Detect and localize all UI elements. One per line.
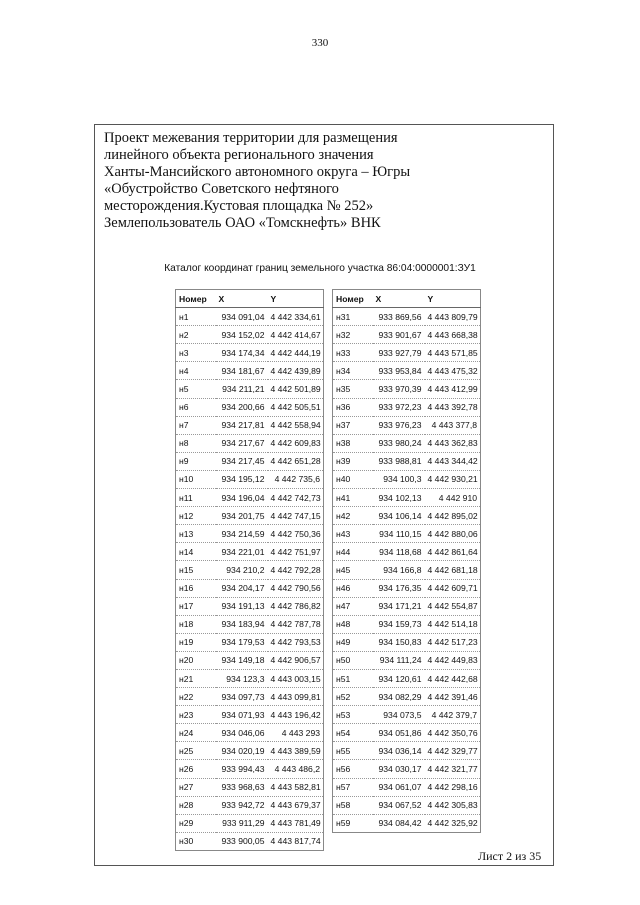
- y-coordinate-cell: 4 442 379,7: [425, 706, 481, 724]
- point-number-cell: н39: [333, 452, 373, 470]
- x-coordinate-cell: 933 911,29: [216, 814, 268, 832]
- y-coordinate-cell: 4 442 735,6: [268, 470, 324, 488]
- table-row: [333, 489, 481, 507]
- x-coordinate-cell: 934 217,67: [216, 434, 268, 452]
- x-coordinate-cell: 933 988,81: [373, 452, 425, 470]
- point-number-cell: н18: [176, 615, 216, 633]
- y-coordinate-cell: 4 442 414,67: [268, 326, 324, 344]
- point-number-cell: н30: [176, 832, 216, 850]
- table-row: [176, 543, 324, 561]
- x-coordinate-cell: 934 210,2: [216, 561, 268, 579]
- y-coordinate-cell: 4 442 558,94: [268, 416, 324, 434]
- column-header-x: X: [216, 290, 268, 308]
- y-coordinate-cell: 4 443 003,15: [268, 669, 324, 687]
- table-row: [176, 778, 324, 796]
- table-row: [176, 362, 324, 380]
- point-number-cell: н44: [333, 543, 373, 561]
- x-coordinate-cell: 934 071,93: [216, 706, 268, 724]
- table-row: [333, 398, 481, 416]
- table-row: [176, 416, 324, 434]
- y-coordinate-cell: 4 442 449,83: [425, 651, 481, 669]
- point-number-cell: н41: [333, 489, 373, 507]
- point-number-cell: н2: [176, 326, 216, 344]
- x-coordinate-cell: 934 152,02: [216, 326, 268, 344]
- point-number-cell: н3: [176, 344, 216, 362]
- point-number-cell: н27: [176, 778, 216, 796]
- table-row: [176, 489, 324, 507]
- y-coordinate-cell: 4 442 906,57: [268, 651, 324, 669]
- point-number-cell: н47: [333, 597, 373, 615]
- point-number-cell: н25: [176, 742, 216, 760]
- column-header-number: Номер: [176, 290, 216, 308]
- y-coordinate-cell: 4 442 334,61: [268, 308, 324, 326]
- y-coordinate-cell: 4 443 293: [268, 724, 324, 742]
- point-number-cell: н12: [176, 507, 216, 525]
- x-coordinate-cell: 933 869,56: [373, 308, 425, 326]
- x-coordinate-cell: 934 221,01: [216, 543, 268, 561]
- table-row: [333, 615, 481, 633]
- table-row: [176, 452, 324, 470]
- table-row: [333, 579, 481, 597]
- y-coordinate-cell: 4 442 742,73: [268, 489, 324, 507]
- x-coordinate-cell: 933 994,43: [216, 760, 268, 778]
- x-coordinate-cell: 934 091,04: [216, 308, 268, 326]
- point-number-cell: н10: [176, 470, 216, 488]
- y-coordinate-cell: 4 442 298,16: [425, 778, 481, 796]
- point-number-cell: н40: [333, 470, 373, 488]
- table-row: [176, 308, 324, 326]
- y-coordinate-cell: 4 442 439,89: [268, 362, 324, 380]
- point-number-cell: н46: [333, 579, 373, 597]
- table-row: [176, 344, 324, 362]
- table-row: [333, 778, 481, 796]
- point-number-cell: н51: [333, 669, 373, 687]
- y-coordinate-cell: 4 442 444,19: [268, 344, 324, 362]
- x-coordinate-cell: 934 204,17: [216, 579, 268, 597]
- table-row: [176, 525, 324, 543]
- point-number-cell: н8: [176, 434, 216, 452]
- point-number-cell: н32: [333, 326, 373, 344]
- x-coordinate-cell: 934 181,67: [216, 362, 268, 380]
- y-coordinate-cell: 4 442 329,77: [425, 742, 481, 760]
- y-coordinate-cell: 4 442 350,76: [425, 724, 481, 742]
- document-title: [104, 130, 524, 232]
- table-row: [176, 742, 324, 760]
- table-row: [176, 669, 324, 687]
- x-coordinate-cell: 934 061,07: [373, 778, 425, 796]
- y-coordinate-cell: 4 443 679,37: [268, 796, 324, 814]
- y-coordinate-cell: 4 443 486,2: [268, 760, 324, 778]
- table-row: [333, 814, 481, 832]
- point-number-cell: н28: [176, 796, 216, 814]
- table-row: [333, 362, 481, 380]
- x-coordinate-cell: 934 097,73: [216, 688, 268, 706]
- coordinates-table-right: [332, 289, 481, 833]
- table-row: [333, 651, 481, 669]
- point-number-cell: н34: [333, 362, 373, 380]
- x-coordinate-cell: 933 972,23: [373, 398, 425, 416]
- x-coordinate-cell: 934 118,68: [373, 543, 425, 561]
- x-coordinate-cell: 933 927,79: [373, 344, 425, 362]
- x-coordinate-cell: 934 106,14: [373, 507, 425, 525]
- point-number-cell: н21: [176, 669, 216, 687]
- point-number-cell: н6: [176, 398, 216, 416]
- table-row: [176, 796, 324, 814]
- table-row: [176, 706, 324, 724]
- y-coordinate-cell: 4 442 325,92: [425, 814, 481, 832]
- table-row: [176, 814, 324, 832]
- title-line: Ханты-Мансийского автономного округа – Югры: [104, 164, 411, 180]
- column-header-y: Y: [268, 290, 324, 308]
- point-number-cell: н29: [176, 814, 216, 832]
- table-header-row: [333, 290, 481, 308]
- x-coordinate-cell: 934 217,45: [216, 452, 268, 470]
- x-coordinate-cell: 934 217,81: [216, 416, 268, 434]
- y-coordinate-cell: 4 442 750,36: [268, 525, 324, 543]
- y-coordinate-cell: 4 443 362,83: [425, 434, 481, 452]
- table-row: [333, 760, 481, 778]
- x-coordinate-cell: 934 214,59: [216, 525, 268, 543]
- x-coordinate-cell: 934 123,3: [216, 669, 268, 687]
- sheet-counter: Лист 2 из 35: [478, 849, 542, 863]
- table-row: [333, 688, 481, 706]
- y-coordinate-cell: 4 442 321,77: [425, 760, 481, 778]
- y-coordinate-cell: 4 442 501,89: [268, 380, 324, 398]
- table-row: [333, 742, 481, 760]
- y-coordinate-cell: 4 442 930,21: [425, 470, 481, 488]
- y-coordinate-cell: 4 443 571,85: [425, 344, 481, 362]
- point-number-cell: н1: [176, 308, 216, 326]
- table-row: [333, 308, 481, 326]
- y-coordinate-cell: 4 443 668,38: [425, 326, 481, 344]
- x-coordinate-cell: 934 036,14: [373, 742, 425, 760]
- point-number-cell: н37: [333, 416, 373, 434]
- column-header-number: Номер: [333, 290, 373, 308]
- point-number-cell: н11: [176, 489, 216, 507]
- y-coordinate-cell: 4 442 787,78: [268, 615, 324, 633]
- x-coordinate-cell: 933 953,84: [373, 362, 425, 380]
- y-coordinate-cell: 4 442 554,87: [425, 597, 481, 615]
- table-row: [333, 434, 481, 452]
- x-coordinate-cell: 933 968,63: [216, 778, 268, 796]
- y-coordinate-cell: 4 442 514,18: [425, 615, 481, 633]
- point-number-cell: н53: [333, 706, 373, 724]
- point-number-cell: н42: [333, 507, 373, 525]
- table-row: [333, 706, 481, 724]
- table-header-row: [176, 290, 324, 308]
- table-row: [176, 398, 324, 416]
- table-row: [333, 507, 481, 525]
- y-coordinate-cell: 4 443 475,32: [425, 362, 481, 380]
- y-coordinate-cell: 4 443 377,8: [425, 416, 481, 434]
- y-coordinate-cell: 4 442 681,18: [425, 561, 481, 579]
- x-coordinate-cell: 934 020,19: [216, 742, 268, 760]
- coordinates-table-left: [175, 289, 324, 851]
- table-row: [176, 832, 324, 850]
- table-row: [333, 561, 481, 579]
- point-number-cell: н9: [176, 452, 216, 470]
- y-coordinate-cell: 4 443 809,79: [425, 308, 481, 326]
- point-number-cell: н15: [176, 561, 216, 579]
- y-coordinate-cell: 4 442 861,64: [425, 543, 481, 561]
- column-header-x: X: [373, 290, 425, 308]
- point-number-cell: н56: [333, 760, 373, 778]
- y-coordinate-cell: 4 442 391,46: [425, 688, 481, 706]
- column-header-y: Y: [425, 290, 481, 308]
- point-number-cell: н24: [176, 724, 216, 742]
- x-coordinate-cell: 934 166,8: [373, 561, 425, 579]
- y-coordinate-cell: 4 442 751,97: [268, 543, 324, 561]
- x-coordinate-cell: 934 171,21: [373, 597, 425, 615]
- y-coordinate-cell: 4 442 651,28: [268, 452, 324, 470]
- table-row: [176, 326, 324, 344]
- point-number-cell: н52: [333, 688, 373, 706]
- point-number-cell: н26: [176, 760, 216, 778]
- x-coordinate-cell: 934 102,13: [373, 489, 425, 507]
- table-row: [333, 380, 481, 398]
- point-number-cell: н5: [176, 380, 216, 398]
- table-body-left: [176, 308, 324, 851]
- table-caption: Каталог координат границ земельного участка 86:04:0000001:ЗУ1: [164, 263, 476, 274]
- x-coordinate-cell: 934 150,83: [373, 633, 425, 651]
- x-coordinate-cell: 933 980,24: [373, 434, 425, 452]
- y-coordinate-cell: 4 442 609,83: [268, 434, 324, 452]
- table-row: [333, 597, 481, 615]
- y-coordinate-cell: 4 442 442,68: [425, 669, 481, 687]
- x-coordinate-cell: 933 970,39: [373, 380, 425, 398]
- point-number-cell: н16: [176, 579, 216, 597]
- y-coordinate-cell: 4 442 786,82: [268, 597, 324, 615]
- x-coordinate-cell: 934 110,15: [373, 525, 425, 543]
- point-number-cell: н49: [333, 633, 373, 651]
- y-coordinate-cell: 4 442 517,23: [425, 633, 481, 651]
- point-number-cell: н33: [333, 344, 373, 362]
- table-row: [333, 796, 481, 814]
- table-row: [333, 470, 481, 488]
- table-row: [333, 326, 481, 344]
- title-line: «Обустройство Советского нефтяного: [104, 181, 339, 197]
- table-row: [176, 470, 324, 488]
- x-coordinate-cell: 934 067,52: [373, 796, 425, 814]
- x-coordinate-cell: 934 174,34: [216, 344, 268, 362]
- table-row: [176, 724, 324, 742]
- x-coordinate-cell: 934 176,35: [373, 579, 425, 597]
- point-number-cell: н17: [176, 597, 216, 615]
- y-coordinate-cell: 4 443 412,99: [425, 380, 481, 398]
- table-row: [176, 507, 324, 525]
- y-coordinate-cell: 4 442 747,15: [268, 507, 324, 525]
- point-number-cell: н59: [333, 814, 373, 832]
- y-coordinate-cell: 4 443 099,81: [268, 688, 324, 706]
- table-row: [333, 543, 481, 561]
- y-coordinate-cell: 4 443 582,81: [268, 778, 324, 796]
- y-coordinate-cell: 4 442 505,51: [268, 398, 324, 416]
- point-number-cell: н58: [333, 796, 373, 814]
- x-coordinate-cell: 934 030,17: [373, 760, 425, 778]
- point-number-cell: н35: [333, 380, 373, 398]
- point-number-cell: н19: [176, 633, 216, 651]
- y-coordinate-cell: 4 442 609,71: [425, 579, 481, 597]
- y-coordinate-cell: 4 443 344,42: [425, 452, 481, 470]
- point-number-cell: н43: [333, 525, 373, 543]
- y-coordinate-cell: 4 442 792,28: [268, 561, 324, 579]
- x-coordinate-cell: 934 084,42: [373, 814, 425, 832]
- point-number-cell: н31: [333, 308, 373, 326]
- x-coordinate-cell: 934 046,06: [216, 724, 268, 742]
- x-coordinate-cell: 934 211,21: [216, 380, 268, 398]
- x-coordinate-cell: 934 191,13: [216, 597, 268, 615]
- y-coordinate-cell: 4 442 880,06: [425, 525, 481, 543]
- title-line: месторождения.Кустовая площадка № 252»: [104, 198, 374, 214]
- table-row: [176, 760, 324, 778]
- point-number-cell: н7: [176, 416, 216, 434]
- table-row: [333, 344, 481, 362]
- point-number-cell: н20: [176, 651, 216, 669]
- x-coordinate-cell: 934 111,24: [373, 651, 425, 669]
- point-number-cell: н23: [176, 706, 216, 724]
- x-coordinate-cell: 934 195,12: [216, 470, 268, 488]
- x-coordinate-cell: 933 900,05: [216, 832, 268, 850]
- point-number-cell: н57: [333, 778, 373, 796]
- x-coordinate-cell: 934 200,66: [216, 398, 268, 416]
- point-number-cell: н55: [333, 742, 373, 760]
- title-line: Землепользователь ОАО «Томскнефть» ВНК: [104, 215, 381, 231]
- table-row: [176, 688, 324, 706]
- y-coordinate-cell: 4 442 305,83: [425, 796, 481, 814]
- table-row: [176, 615, 324, 633]
- x-coordinate-cell: 934 159,73: [373, 615, 425, 633]
- x-coordinate-cell: 933 976,23: [373, 416, 425, 434]
- y-coordinate-cell: 4 442 793,53: [268, 633, 324, 651]
- y-coordinate-cell: 4 443 392,78: [425, 398, 481, 416]
- x-coordinate-cell: 934 149,18: [216, 651, 268, 669]
- table-row: [333, 669, 481, 687]
- table-row: [176, 561, 324, 579]
- y-coordinate-cell: 4 442 895,02: [425, 507, 481, 525]
- table-row: [176, 597, 324, 615]
- table-row: [176, 651, 324, 669]
- y-coordinate-cell: 4 443 817,74: [268, 832, 324, 850]
- y-coordinate-cell: 4 442 910: [425, 489, 481, 507]
- table-row: [176, 434, 324, 452]
- x-coordinate-cell: 934 201,75: [216, 507, 268, 525]
- point-number-cell: н38: [333, 434, 373, 452]
- x-coordinate-cell: 934 051,86: [373, 724, 425, 742]
- y-coordinate-cell: 4 443 196,42: [268, 706, 324, 724]
- x-coordinate-cell: 933 942,72: [216, 796, 268, 814]
- x-coordinate-cell: 934 179,53: [216, 633, 268, 651]
- point-number-cell: н45: [333, 561, 373, 579]
- point-number-cell: н4: [176, 362, 216, 380]
- title-line: Проект межевания территории для размещения: [104, 130, 398, 146]
- document-frame: [94, 124, 554, 866]
- point-number-cell: н36: [333, 398, 373, 416]
- point-number-cell: н48: [333, 615, 373, 633]
- y-coordinate-cell: 4 443 781,49: [268, 814, 324, 832]
- table-row: [176, 633, 324, 651]
- table-row: [333, 416, 481, 434]
- title-line: линейного объекта регионального значения: [104, 147, 374, 163]
- table-row: [333, 452, 481, 470]
- table-row: [333, 724, 481, 742]
- y-coordinate-cell: 4 442 790,56: [268, 579, 324, 597]
- x-coordinate-cell: 934 100,3: [373, 470, 425, 488]
- x-coordinate-cell: 934 196,04: [216, 489, 268, 507]
- table-row: [333, 525, 481, 543]
- x-coordinate-cell: 934 120,61: [373, 669, 425, 687]
- y-coordinate-cell: 4 443 389,59: [268, 742, 324, 760]
- point-number-cell: н14: [176, 543, 216, 561]
- point-number-cell: н54: [333, 724, 373, 742]
- table-body-right: [333, 308, 481, 833]
- point-number-cell: н50: [333, 651, 373, 669]
- table-row: [333, 633, 481, 651]
- point-number-cell: н13: [176, 525, 216, 543]
- x-coordinate-cell: 934 183,94: [216, 615, 268, 633]
- table-row: [176, 380, 324, 398]
- x-coordinate-cell: 934 082,29: [373, 688, 425, 706]
- page-number: 330: [311, 37, 329, 49]
- x-coordinate-cell: 934 073,5: [373, 706, 425, 724]
- point-number-cell: н22: [176, 688, 216, 706]
- x-coordinate-cell: 933 901,67: [373, 326, 425, 344]
- table-row: [176, 579, 324, 597]
